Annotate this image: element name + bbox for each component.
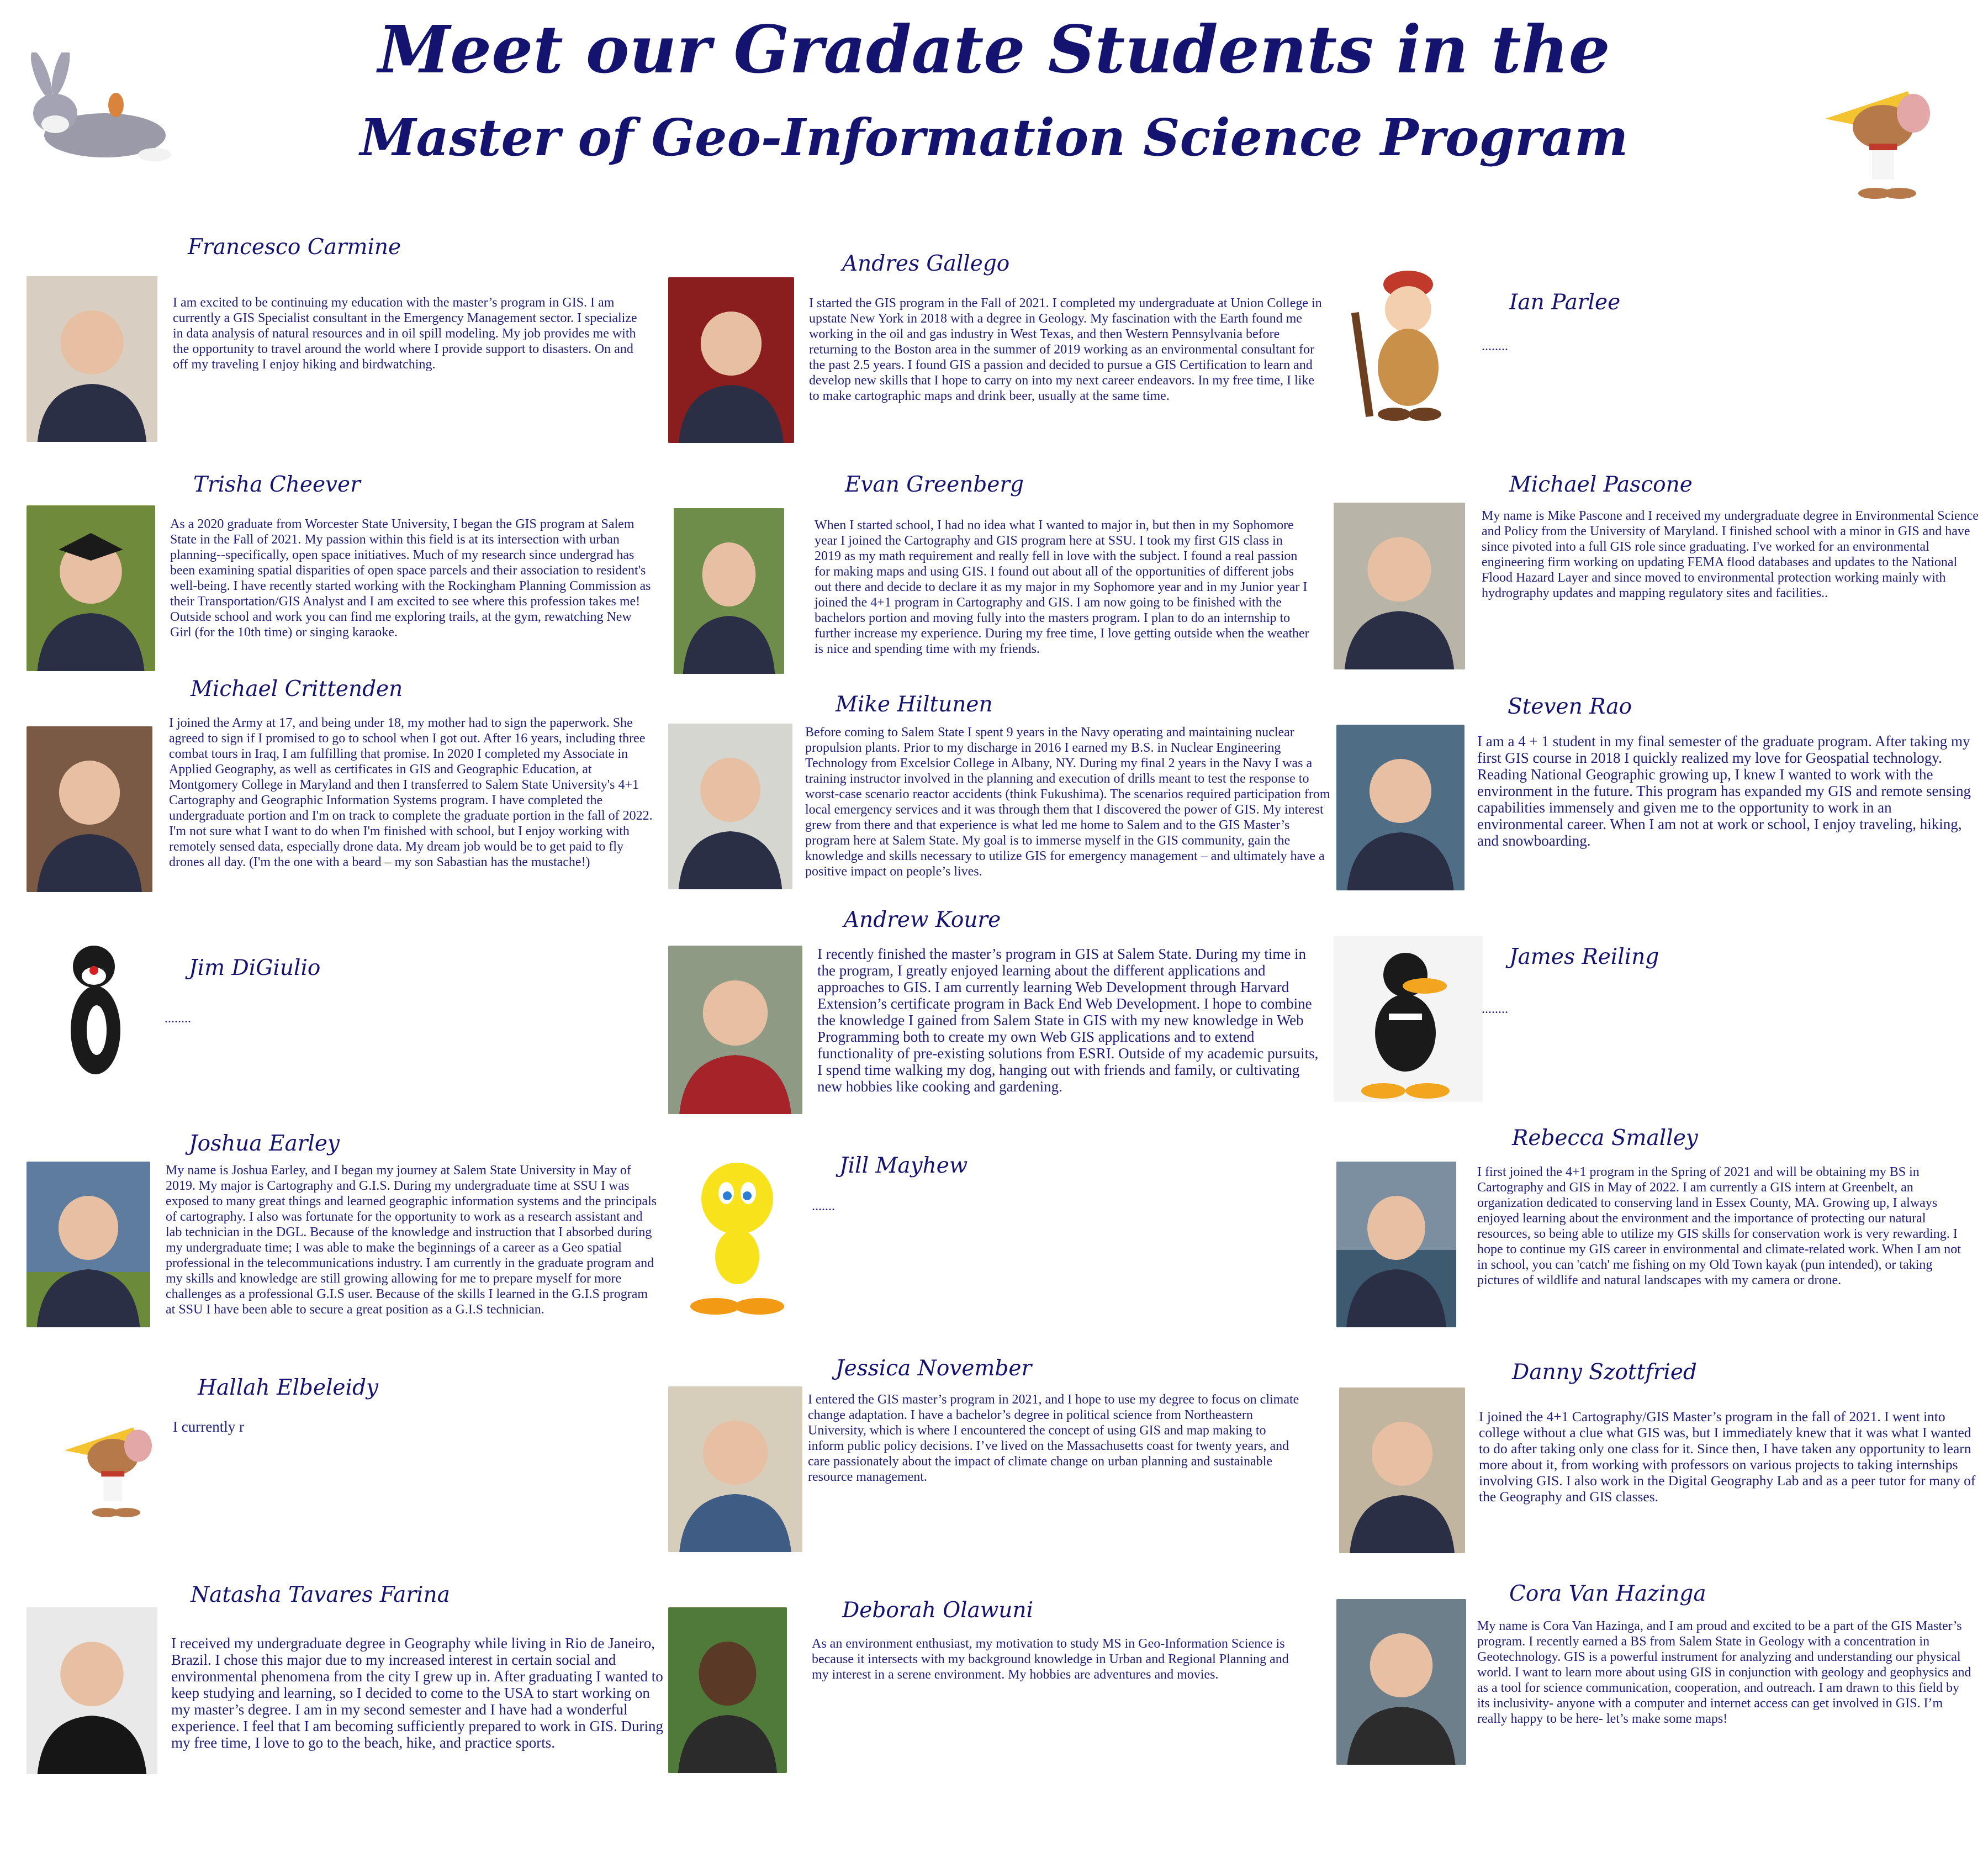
student-photo	[668, 1386, 802, 1552]
student-bio: I joined the Army at 17, and being under 18, my mother had to sign the paperwork. She agreed to sign if I promised to go to school when I got out. After 16 years, including three combat tours in Iraq, I am fulfilling that promise. In 2020 I completed my Associate in Applied Geography, as well as certificates in GIS and Geographic Education, at Montgomery College in Maryland and then I transferred to Salem State University's 4+1 Cartography and Geographic Information Systems program. I have completed the undergraduate portion and I'm on track to complete the graduate portion in the fall of 2022. I'm not sure what I want to do when I'm finished with school, but I enjoy working with remotely sensed data, especially drone data. My dream job would be to get paid to fly drones all day. (I'm the one with a beard – my son Sabastian has the mustache!)	[169, 716, 653, 869]
student-bio: As a 2020 graduate from Worcester State University, I began the GIS program at Salem State in the Fall of 2021. My passion within this field is at its intersection with urban planning--specifically, open space initiatives. Much of my research since undergrad has been examining spatial disparities of open space parcels and their association to resident's well-being. I have recently started working with the Rockingham Planning Commission as their Transportation/GIS Analyst and I am excited to see where this profession takes me! Outside school and work you can find me exploring trails, at the gym, rewatching New Girl (for the 10th time) or singing karaoke.	[170, 517, 651, 640]
student-name: Jessica November	[836, 1356, 1032, 1381]
student-photo	[668, 277, 794, 443]
student-bio: ........	[1482, 339, 1508, 354]
student-name: Andrew Koure	[844, 908, 1001, 932]
student-name: Jim DiGiulio	[189, 956, 321, 980]
student-photo	[27, 1607, 157, 1774]
student-name: James Reiling	[1509, 945, 1659, 969]
student-name: Joshua Earley	[189, 1131, 340, 1156]
student-photo	[668, 946, 802, 1114]
student-bio: My name is Mike Pascone and I received my undergraduate degree in Environmental Science and Policy from the University of Maryland. I finished school with a minor in GIS and have since pivoted into a full GIS role since graduating. I've worked for an environmental engineering firm working on updating FEMA flood databases and updates to the National Flood Hazard Layer and since moved to environmental protection working mainly with hydrography updates and mapping regulatory sites and facilities..	[1482, 509, 1979, 600]
student-name: Jill Mayhew	[839, 1153, 968, 1178]
student-photo	[1336, 1599, 1466, 1765]
student-name: Francesco Carmine	[188, 235, 401, 260]
tweety-cartoon-image	[682, 1152, 792, 1317]
student-name: Hallah Elbeleidy	[198, 1375, 378, 1400]
student-bio: As an environment enthusiast, my motivation to study MS in Geo-Information Science is because it intersects with my background knowledge in Urban and Regional Planning and my interest in a serene environment. My hobbies are adventures and movies.	[812, 1637, 1289, 1682]
student-photo	[1334, 503, 1465, 669]
student-bio: .......	[812, 1199, 835, 1214]
speedy-gonzales-cartoon-image	[1814, 69, 1947, 207]
student-photo	[27, 505, 155, 671]
student-name: Cora Van Hazinga	[1509, 1581, 1706, 1606]
student-name: Trisha Cheever	[193, 472, 361, 497]
student-bio: I currently r	[173, 1418, 244, 1435]
daffy-duck-cartoon-image	[1334, 936, 1483, 1102]
student-bio: ........	[1482, 1002, 1508, 1016]
student-bio: I am a 4 + 1 student in my final semester of the graduate program. After taking my first GIS course in 2018 I quickly realized my love for Geospatial technology. Reading National Geographic growing up, I knew I wanted to work with the environment in the future. This program has expanded my GIS and remote sensing capabilities immensely and given me to the opportunity to work in an environmental career. When I am not at work or school, I enjoy traveling, hiking, and snowboarding.	[1477, 733, 1971, 849]
student-name: Michael Pascone	[1509, 472, 1693, 497]
student-name: Rebecca Smalley	[1512, 1126, 1698, 1151]
student-bio: I recently finished the master’s program in GIS at Salem State. During my time in the program, I greatly enjoyed learning about the different applications and approaches to GIS. I am currently learning Web Development through Harvard Extension’s certificate program in Back End Web Development. I hope to combine the knowledge I gained from Salem State in GIS with my new knowledge in Web Programming both to create my own Web GIS applications and to extend functionality of pre-existing solutions from ESRI. Outside of my academic pursuits, I spend time walking my dog, hanging out with friends and family, or cultivating new hobbies like cooking and gardening.	[817, 946, 1319, 1095]
student-bio: I started the GIS program in the Fall of 2021. I completed my undergraduate at Union College in upstate New York in 2018 with a degree in Geology. My fascination with the Earth found me working in the oil and gas industry in West Texas, and then Western Pennsylvania before returning to the Boston area in the summer of 2019 working as an environmental consultant for the past 2.5 years. I found GIS a passion and decided to pursue a GIS Certification to learn and develop new skills that I hope to carry on into my next career endeavors. In my free time, I like to make cartographic maps and drink beer, usually at the same time.	[809, 296, 1322, 403]
student-name: Deborah Olawuni	[842, 1598, 1033, 1623]
student-name: Andres Gallego	[842, 251, 1010, 276]
student-bio: ........	[165, 1011, 191, 1026]
student-name: Steven Rao	[1508, 694, 1632, 719]
student-bio: I first joined the 4+1 program in the Spring of 2021 and will be obtaining my BS in Cartography and GIS in May of 2022. I am currently a GIS intern at Greenbelt, an organization dedicated to conserving land in Essex County, MA. Growing up, I always enjoyed learning about the environment and the importance of protecting our natural resources, so being able to utilize my GIS skills for conservation work is very rewarding. I hope to continue my GIS career in environmental and climate-related work. When I am not in school, you can 'catch' me fishing on my Old Town kayak (pun intended), or taking pictures of wildlife and natural landscapes with my camera or drone.	[1477, 1165, 1961, 1288]
student-photo	[674, 508, 784, 674]
student-photo	[27, 276, 157, 442]
student-photo	[27, 726, 152, 892]
student-name: Michael Crittenden	[191, 677, 403, 701]
student-bio: When I started school, I had no idea what I wanted to major in, but then in my Sophomore year I joined the Cartography and GIS program here at SSU. I took my first GIS class in 2019 as my math requirement and really fell in love with the subject. I found a real passion for making maps and using GIS. I found out about all of the opportunities of different jobs out there and decide to declare it as my major in my Sophomore year and in my Junior year I joined the 4+1 program in Cartography and GIS. I am now going to be finished with the bachelors portion and moving fully into the masters program. I plan to do an internship to further increase my experience. During my free time, I love getting outside when the weather is nice and spending time with my friends.	[815, 518, 1309, 656]
student-bio: I received my undergraduate degree in Geography while living in Rio de Janeiro, Brazil. I chose this major due to my increased interest in certain social and environmental phenomena from the city I grew up in. After graduating I wanted to keep studying and learning, so I decided to come to the USA to start working on my master’s degree. I am in my second semester and I have had a wonderful experience. I feel that I am becoming sufficiently prepared to work in GIS. During my free time, I love to go to the beach, hike, and practice sports.	[171, 1635, 663, 1751]
student-name: Mike Hiltunen	[836, 692, 993, 717]
student-bio: I entered the GIS master’s program in 2021, and I hope to use my degree to focus on climate change adaptation. I have a bachelor’s degree in political science from Northeastern University, which is where I encountered the concept of using GIS and map making to inform public policy decisions. I’ve lived on the Massachusetts coast for twenty years, and care passionately about the impact of climate change on urban planning and sustainable resource management.	[808, 1392, 1299, 1484]
student-photo	[668, 1607, 787, 1773]
student-bio: My name is Joshua Earley, and I began my journey at Salem State University in May of 2019. My major is Cartography and G.I.S. During my undergraduate time at SSU I was exposed to many great things and learned geographic information systems and the principals of cartography. I also was fortunate for the opportunity to work as a research assistant and lab technician in the DGL. Because of the knowledge and instruction that I absorbed during my undergraduate time; I was able to make the beginnings of a career as a Geo spatial professional in the telecommunications industry. I am currently in the graduate program and my skills and knowledge are still growing allowing for me to prepare myself for more challenges as a professional G.I.S user. Because of the skills I learned in the G.I.S program at SSU I have been able to secure a great position as a G.I.S technician.	[166, 1163, 657, 1317]
student-name: Natasha Tavares Farina	[191, 1582, 450, 1607]
student-photo	[668, 724, 792, 889]
student-name: Ian Parlee	[1509, 290, 1621, 315]
student-name: Evan Greenberg	[845, 472, 1024, 497]
student-bio: I am excited to be continuing my education with the master’s program in GIS. I am currently a GIS Specialist consultant in the Emergency Management sector. I specialize in data analysis of natural resources and in oil spill modeling. My job provides me with the opportunity to travel around the world where I provide support to disasters. On and off my traveling I enjoy hiking and birdwatching.	[173, 296, 637, 372]
student-photo	[1339, 1387, 1465, 1553]
page-title: Meet our Gradate Students in the	[378, 11, 1610, 88]
student-bio: I joined the 4+1 Cartography/GIS Master’s program in the fall of 2021. I went into college without a clue what GIS was, but I immediately knew that it was what I wanted to do after taking only one class for it. Since then, I have taken any opportunity to learn more about it, from working with professors on various projects to taking internships involving GIS. I also work in the Digital Geography Lab and as a peer tutor for many of the Geography and GIS classes.	[1479, 1408, 1976, 1505]
student-photo	[27, 1162, 150, 1327]
page-subtitle: Master of Geo-Information Science Program	[359, 108, 1629, 167]
student-photo	[1336, 1162, 1456, 1327]
student-bio: Before coming to Salem State I spent 9 years in the Navy operating and maintaining nuclear propulsion plants. Prior to my discharge in 2016 I earned my B.S. in Nuclear Engineering Technology from Excelsior College in Albany, NY. During my final 2 years in the Navy I was a training instructor involved in the planning and execution of drills meant to test the response to worst-case scenario reactor accidents (think Fukushima). The scenarios required participation from local emergency services and it was through them that I discovered the power of GIS. My interest grew from there and that experience is what led me home to Salem and to the GIS Master’s program here at Salem State. My goal is to immerse myself in the GIS community, gain the knowledge and skills necessary to utilize GIS for emergency management – and ultimately have a positive impact on people’s lives.	[805, 725, 1330, 879]
student-bio: My name is Cora Van Hazinga, and I am proud and excited to be a part of the GIS Master’s program. I recently earned a BS from Salem State in Geology with a concentration in Geotechnology. GIS is a powerful instrument for analyzing and understanding our physical world. I want to learn more about using GIS in conjunction with geology and geophysics and as a tool for science communication, cooperation, and outreach. I am drawn to this field by its inclusivity- anyone with a computer and internet access can get involved in GIS. I’m really happy to be here- let’s make some maps!	[1477, 1619, 1971, 1726]
student-name: Danny Szottfried	[1512, 1360, 1697, 1385]
sylvester-cartoon-image	[52, 936, 141, 1102]
elmer-fudd-cartoon-image	[1347, 262, 1458, 428]
bugs-bunny-cartoon-image	[22, 52, 177, 168]
student-photo	[1336, 725, 1464, 890]
speedy-gonzales-cartoon-image	[55, 1397, 166, 1536]
